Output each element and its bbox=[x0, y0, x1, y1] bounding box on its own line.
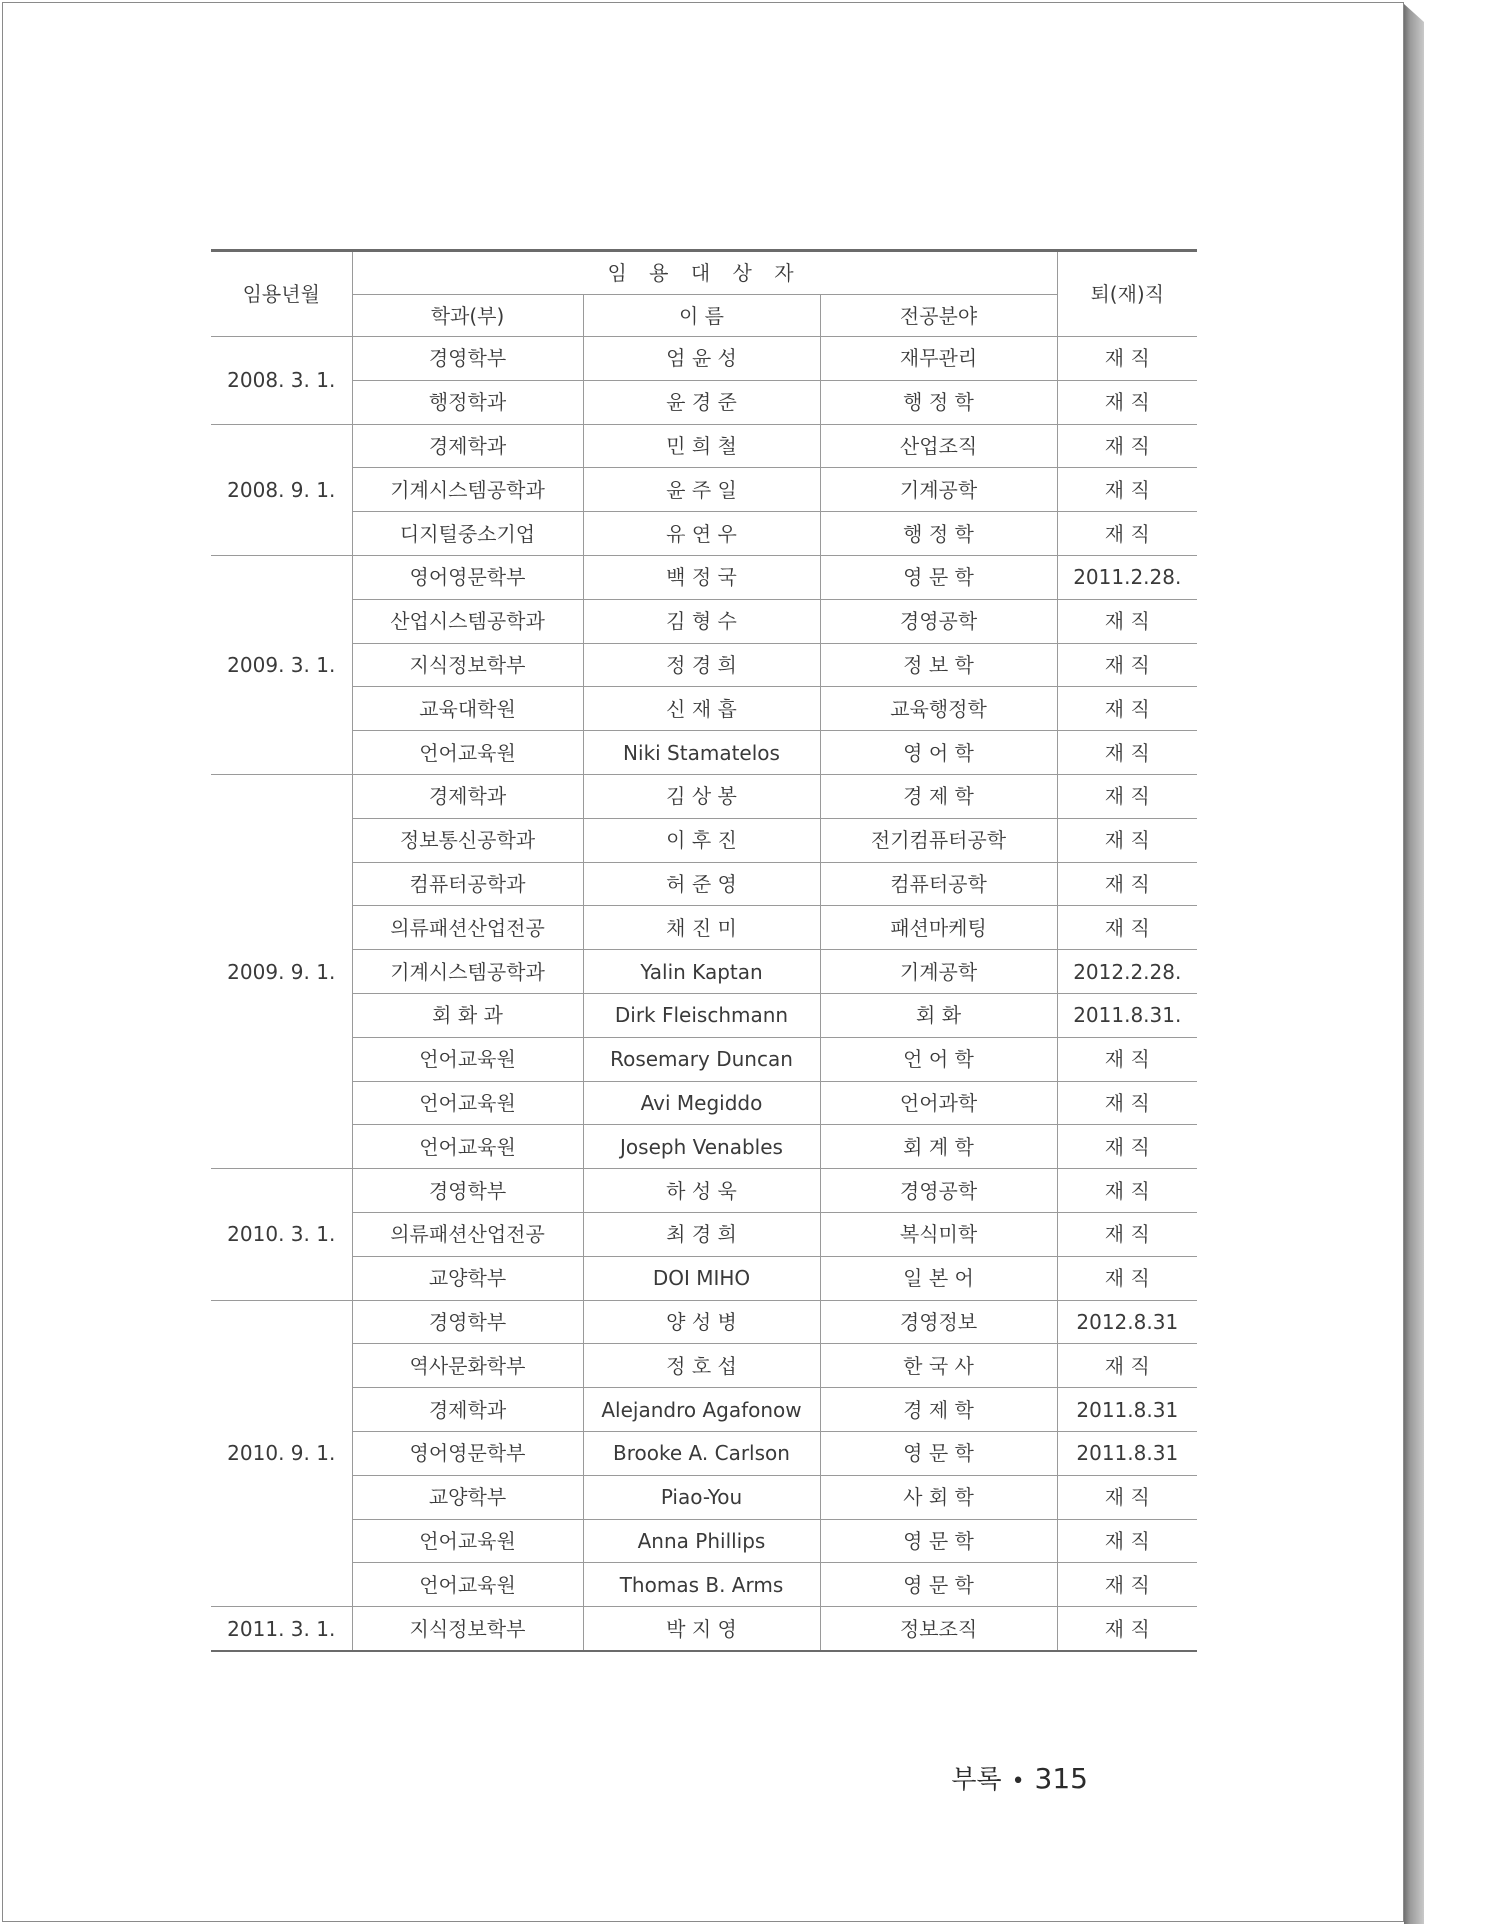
dept-cell: 지식정보학부 bbox=[352, 643, 583, 687]
field-cell: 복식미학 bbox=[820, 1212, 1057, 1256]
table-row bbox=[211, 993, 1197, 1037]
name-cell: Piao-You bbox=[583, 1475, 820, 1519]
field-cell: 기계공학 bbox=[820, 950, 1057, 994]
dept-cell: 영어영문학부 bbox=[352, 555, 583, 599]
field-cell: 경영정보 bbox=[820, 1300, 1057, 1344]
name-cell: 정 호 섭 bbox=[583, 1344, 820, 1388]
name-cell: Thomas B. Arms bbox=[583, 1563, 820, 1607]
name-cell: Brooke A. Carlson bbox=[583, 1431, 820, 1475]
name-cell: Rosemary Duncan bbox=[583, 1037, 820, 1081]
name-cell: 허 준 영 bbox=[583, 862, 820, 906]
dept-cell: 지식정보학부 bbox=[352, 1607, 583, 1651]
dept-cell: 디지털중소기업 bbox=[352, 512, 583, 556]
status-cell: 재 직 bbox=[1057, 1169, 1197, 1213]
dept-cell: 언어교육원 bbox=[352, 1563, 583, 1607]
table-body bbox=[211, 337, 1197, 1651]
dept-cell: 기계시스템공학과 bbox=[352, 950, 583, 994]
name-cell: 엄 윤 성 bbox=[583, 337, 820, 381]
page-curl-shadow bbox=[1404, 4, 1424, 1924]
field-cell: 한 국 사 bbox=[820, 1344, 1057, 1388]
status-cell: 2011.8.31. bbox=[1057, 993, 1197, 1037]
dept-cell: 언어교육원 bbox=[352, 1519, 583, 1563]
appointment-date: 2011. 3. 1. bbox=[211, 1607, 352, 1651]
status-cell: 재 직 bbox=[1057, 1563, 1197, 1607]
status-cell: 재 직 bbox=[1057, 1475, 1197, 1519]
header-year-month: 임용년월 bbox=[211, 251, 352, 337]
table-row bbox=[211, 599, 1197, 643]
name-cell: 채 진 미 bbox=[583, 906, 820, 950]
name-cell: 양 성 병 bbox=[583, 1300, 820, 1344]
field-cell: 교육행정학 bbox=[820, 687, 1057, 731]
dept-cell: 경영학부 bbox=[352, 1169, 583, 1213]
table-row bbox=[211, 906, 1197, 950]
dept-cell: 경영학부 bbox=[352, 1300, 583, 1344]
table-row bbox=[211, 774, 1197, 818]
name-cell: 신 재 흡 bbox=[583, 687, 820, 731]
table-row bbox=[211, 818, 1197, 862]
table-row bbox=[211, 1256, 1197, 1300]
dept-cell: 역사문화학부 bbox=[352, 1344, 583, 1388]
field-cell: 경영공학 bbox=[820, 599, 1057, 643]
status-cell: 2011.8.31 bbox=[1057, 1388, 1197, 1432]
header-appointees: 임 용 대 상 자 bbox=[352, 251, 1057, 295]
name-cell: Dirk Fleischmann bbox=[583, 993, 820, 1037]
dept-cell: 산업시스템공학과 bbox=[352, 599, 583, 643]
table-row bbox=[211, 1607, 1197, 1651]
table-row bbox=[211, 1344, 1197, 1388]
field-cell: 기계공학 bbox=[820, 468, 1057, 512]
table-row bbox=[211, 380, 1197, 424]
field-cell: 영 문 학 bbox=[820, 1519, 1057, 1563]
status-cell: 재 직 bbox=[1057, 1212, 1197, 1256]
status-cell: 재 직 bbox=[1057, 1037, 1197, 1081]
header-name: 이 름 bbox=[583, 295, 820, 337]
dept-cell: 언어교육원 bbox=[352, 1037, 583, 1081]
dept-cell: 교육대학원 bbox=[352, 687, 583, 731]
status-cell: 2012.2.28. bbox=[1057, 950, 1197, 994]
field-cell: 행 정 학 bbox=[820, 512, 1057, 556]
status-cell: 재 직 bbox=[1057, 906, 1197, 950]
name-cell: Anna Phillips bbox=[583, 1519, 820, 1563]
table-row bbox=[211, 643, 1197, 687]
dept-cell: 행정학과 bbox=[352, 380, 583, 424]
dept-cell: 의류패션산업전공 bbox=[352, 906, 583, 950]
name-cell: 김 상 봉 bbox=[583, 774, 820, 818]
dept-cell: 언어교육원 bbox=[352, 1125, 583, 1169]
status-cell: 재 직 bbox=[1057, 380, 1197, 424]
status-cell: 재 직 bbox=[1057, 337, 1197, 381]
status-cell: 2011.2.28. bbox=[1057, 555, 1197, 599]
dept-cell: 의류패션산업전공 bbox=[352, 1212, 583, 1256]
table-row bbox=[211, 1300, 1197, 1344]
name-cell: 최 경 희 bbox=[583, 1212, 820, 1256]
field-cell: 일 본 어 bbox=[820, 1256, 1057, 1300]
dept-cell: 경제학과 bbox=[352, 1388, 583, 1432]
status-cell: 재 직 bbox=[1057, 599, 1197, 643]
field-cell: 경 제 학 bbox=[820, 1388, 1057, 1432]
header-field: 전공분야 bbox=[820, 295, 1057, 337]
table-row bbox=[211, 1563, 1197, 1607]
table-row bbox=[211, 1519, 1197, 1563]
status-cell: 재 직 bbox=[1057, 1607, 1197, 1651]
field-cell: 사 회 학 bbox=[820, 1475, 1057, 1519]
header-dept: 학과(부) bbox=[352, 295, 583, 337]
table-row bbox=[211, 862, 1197, 906]
table-row bbox=[211, 1475, 1197, 1519]
status-cell: 재 직 bbox=[1057, 687, 1197, 731]
appointment-date: 2010. 9. 1. bbox=[211, 1300, 352, 1607]
name-cell: Avi Megiddo bbox=[583, 1081, 820, 1125]
status-cell: 재 직 bbox=[1057, 468, 1197, 512]
field-cell: 영 문 학 bbox=[820, 1563, 1057, 1607]
field-cell: 영 문 학 bbox=[820, 1431, 1057, 1475]
name-cell: 정 경 희 bbox=[583, 643, 820, 687]
document-page bbox=[2, 2, 1404, 1922]
appointment-date: 2010. 3. 1. bbox=[211, 1169, 352, 1300]
field-cell: 회 화 bbox=[820, 993, 1057, 1037]
dept-cell: 영어영문학부 bbox=[352, 1431, 583, 1475]
table-row bbox=[211, 1169, 1197, 1213]
table-row bbox=[211, 1431, 1197, 1475]
dept-cell: 교양학부 bbox=[352, 1256, 583, 1300]
field-cell: 경 제 학 bbox=[820, 774, 1057, 818]
status-cell: 재 직 bbox=[1057, 1344, 1197, 1388]
status-cell: 2011.8.31 bbox=[1057, 1431, 1197, 1475]
table-row bbox=[211, 1125, 1197, 1169]
field-cell: 재무관리 bbox=[820, 337, 1057, 381]
appointment-date: 2008. 9. 1. bbox=[211, 424, 352, 555]
field-cell: 영 문 학 bbox=[820, 555, 1057, 599]
dept-cell: 교양학부 bbox=[352, 1475, 583, 1519]
status-cell: 재 직 bbox=[1057, 1125, 1197, 1169]
name-cell: DOI MIHO bbox=[583, 1256, 820, 1300]
status-cell: 2012.8.31 bbox=[1057, 1300, 1197, 1344]
name-cell: 하 성 욱 bbox=[583, 1169, 820, 1213]
table-row bbox=[211, 512, 1197, 556]
field-cell: 행 정 학 bbox=[820, 380, 1057, 424]
name-cell: 민 희 철 bbox=[583, 424, 820, 468]
field-cell: 정 보 학 bbox=[820, 643, 1057, 687]
table-row bbox=[211, 424, 1197, 468]
page-footer bbox=[951, 1759, 1088, 1796]
name-cell: Niki Stamatelos bbox=[583, 731, 820, 775]
dept-cell: 언어교육원 bbox=[352, 1081, 583, 1125]
status-cell: 재 직 bbox=[1057, 1519, 1197, 1563]
dept-cell: 컴퓨터공학과 bbox=[352, 862, 583, 906]
status-cell: 재 직 bbox=[1057, 774, 1197, 818]
status-cell: 재 직 bbox=[1057, 512, 1197, 556]
name-cell: 이 후 진 bbox=[583, 818, 820, 862]
name-cell: 김 형 수 bbox=[583, 599, 820, 643]
status-cell: 재 직 bbox=[1057, 643, 1197, 687]
field-cell: 컴퓨터공학 bbox=[820, 862, 1057, 906]
dept-cell: 경제학과 bbox=[352, 424, 583, 468]
dept-cell: 회 화 과 bbox=[352, 993, 583, 1037]
table-row bbox=[211, 1081, 1197, 1125]
field-cell: 패션마케팅 bbox=[820, 906, 1057, 950]
field-cell: 언어과학 bbox=[820, 1081, 1057, 1125]
field-cell: 언 어 학 bbox=[820, 1037, 1057, 1081]
field-cell: 회 계 학 bbox=[820, 1125, 1057, 1169]
name-cell: Joseph Venables bbox=[583, 1125, 820, 1169]
table-row bbox=[211, 555, 1197, 599]
field-cell: 전기컴퓨터공학 bbox=[820, 818, 1057, 862]
field-cell: 산업조직 bbox=[820, 424, 1057, 468]
status-cell: 재 직 bbox=[1057, 1256, 1197, 1300]
name-cell: 유 연 우 bbox=[583, 512, 820, 556]
status-cell: 재 직 bbox=[1057, 818, 1197, 862]
table-row bbox=[211, 1388, 1197, 1432]
table-row bbox=[211, 731, 1197, 775]
dept-cell: 경영학부 bbox=[352, 337, 583, 381]
field-cell: 정보조직 bbox=[820, 1607, 1057, 1651]
table-row bbox=[211, 687, 1197, 731]
dept-cell: 정보통신공학과 bbox=[352, 818, 583, 862]
name-cell: Yalin Kaptan bbox=[583, 950, 820, 994]
page-number: 315 bbox=[1034, 1762, 1088, 1795]
status-cell: 재 직 bbox=[1057, 862, 1197, 906]
field-cell: 경영공학 bbox=[820, 1169, 1057, 1213]
appointment-date: 2009. 3. 1. bbox=[211, 555, 352, 774]
appointment-date: 2009. 9. 1. bbox=[211, 774, 352, 1168]
dept-cell: 언어교육원 bbox=[352, 731, 583, 775]
field-cell: 영 어 학 bbox=[820, 731, 1057, 775]
dept-cell: 기계시스템공학과 bbox=[352, 468, 583, 512]
table-row bbox=[211, 468, 1197, 512]
name-cell: 윤 주 일 bbox=[583, 468, 820, 512]
name-cell: 박 지 영 bbox=[583, 1607, 820, 1651]
table-row bbox=[211, 950, 1197, 994]
table-row bbox=[211, 1212, 1197, 1256]
name-cell: 백 정 국 bbox=[583, 555, 820, 599]
name-cell: Alejandro Agafonow bbox=[583, 1388, 820, 1432]
appointment-date: 2008. 3. 1. bbox=[211, 337, 352, 425]
status-cell: 재 직 bbox=[1057, 731, 1197, 775]
dept-cell: 경제학과 bbox=[352, 774, 583, 818]
appointment-table bbox=[211, 249, 1197, 1652]
status-cell: 재 직 bbox=[1057, 1081, 1197, 1125]
table-row bbox=[211, 337, 1197, 381]
header-status: 퇴(재)직 bbox=[1057, 251, 1197, 337]
footer-bullet: • bbox=[1011, 1769, 1025, 1794]
table-row bbox=[211, 1037, 1197, 1081]
name-cell: 윤 경 준 bbox=[583, 380, 820, 424]
footer-section: 부록 bbox=[951, 1765, 1002, 1795]
status-cell: 재 직 bbox=[1057, 424, 1197, 468]
